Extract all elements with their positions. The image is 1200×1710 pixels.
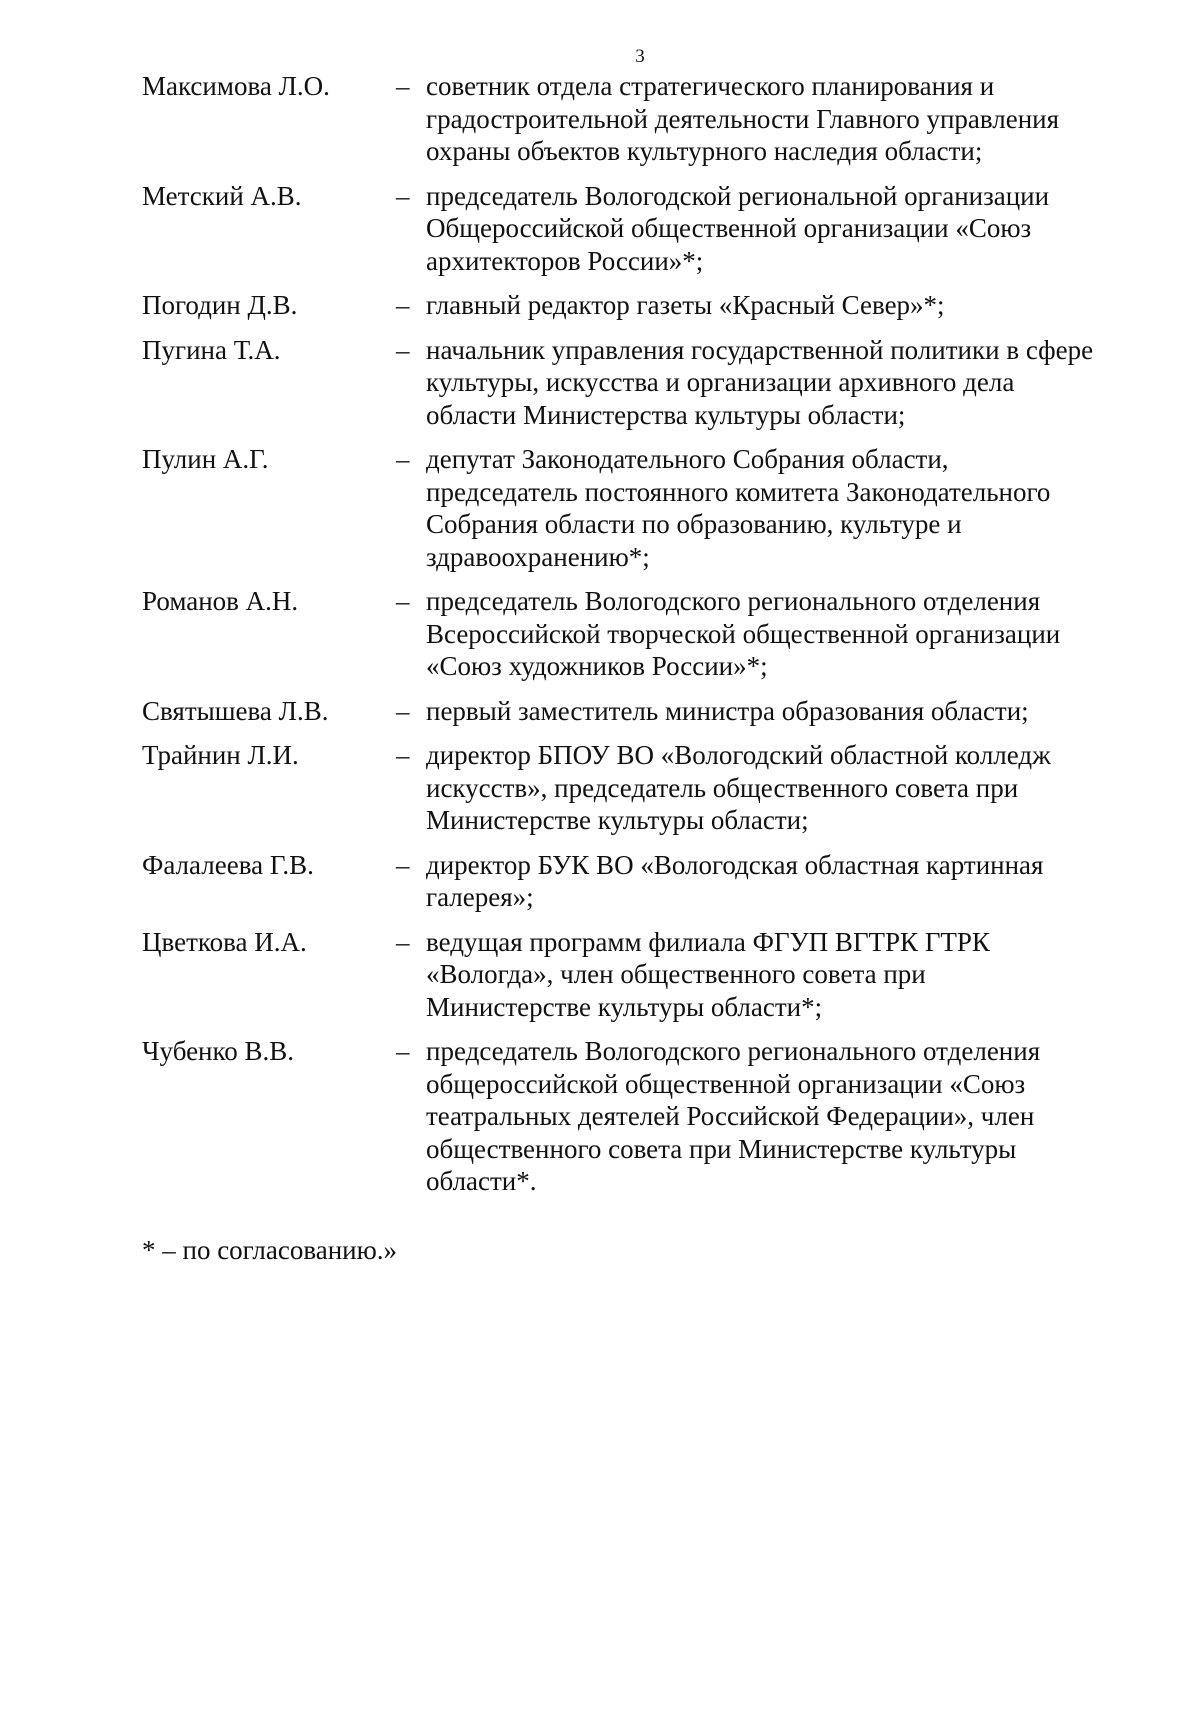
member-role: председатель Вологодского регионального отделения Всероссийской творческой общественной организации «Союз художников России»*; bbox=[426, 586, 1061, 681]
member-entry bbox=[142, 695, 1152, 728]
member-role: директор БПОУ ВО «Вологодский областной колледж искусств», председатель общественного совета при Министерстве культуры области; bbox=[426, 740, 1051, 835]
member-dash: – bbox=[396, 586, 410, 616]
member-dash: – bbox=[396, 180, 410, 211]
page-number: 3 bbox=[635, 46, 645, 67]
member-entry bbox=[142, 739, 1152, 837]
member-dash: – bbox=[396, 695, 410, 726]
member-role: председатель Вологодского регионального отделения общероссийской общественной организации «Союз театральных деятелей Российской Федерации», член общественного совета при Министерстве культуры области*. bbox=[426, 1036, 1041, 1196]
member-entry bbox=[142, 585, 1152, 683]
member-entry bbox=[142, 1035, 1152, 1198]
member-dash: – bbox=[396, 71, 410, 101]
member-name: Максимова Л.О. bbox=[142, 71, 330, 101]
member-role: председатель Вологодской региональной организации Общероссийской общественной организации «Союз архитекторов России»*; bbox=[426, 180, 1050, 276]
member-name: Пулин А.Г. bbox=[142, 444, 269, 474]
member-dash: – bbox=[396, 926, 410, 957]
member-list bbox=[142, 70, 1152, 1210]
member-entry bbox=[142, 443, 1152, 573]
member-name: Святышева Л.В. bbox=[142, 695, 329, 726]
member-dash: – bbox=[396, 444, 410, 474]
member-role: советник отдела стратегического планирования и градостроительной деятельности Главного управления охраны объектов культурного наследия области; bbox=[426, 71, 1060, 166]
member-entry bbox=[142, 180, 1152, 278]
member-role: начальник управления государственной политики в сфере культуры, искусства и организации архивного дела области Министерства культуры области; bbox=[426, 334, 1094, 430]
member-dash: – bbox=[396, 334, 410, 365]
member-entry bbox=[142, 926, 1152, 1024]
member-role: главный редактор газеты «Красный Север»*; bbox=[426, 290, 945, 320]
member-dash: – bbox=[396, 849, 410, 880]
member-name: Чубенко В.В. bbox=[142, 1036, 295, 1066]
member-role: директор БУК ВО «Вологодская областная картинная галерея»; bbox=[426, 849, 1044, 912]
member-entry bbox=[142, 289, 1152, 322]
member-role: депутат Законодательного Собрания области, председатель постоянного комитета Законодательного Собрания области по образованию, культуре и здравоохранению*; bbox=[426, 444, 1051, 572]
member-entry bbox=[142, 70, 1152, 168]
member-name: Пугина Т.А. bbox=[142, 334, 281, 365]
member-entry bbox=[142, 334, 1152, 432]
member-name: Фалалеева Г.В. bbox=[142, 849, 314, 880]
member-role: первый заместитель министра образования области; bbox=[426, 695, 1029, 726]
member-name: Метский А.В. bbox=[142, 180, 302, 211]
member-role: ведущая программ филиала ФГУП ВГТРК ГТРК «Вологда», член общественного совета при Министерстве культуры области*; bbox=[426, 926, 990, 1022]
member-dash: – bbox=[396, 290, 410, 320]
footnote: * – по согласованию.» bbox=[142, 1235, 398, 1265]
member-entry bbox=[142, 849, 1152, 914]
member-name: Погодин Д.В. bbox=[142, 290, 298, 320]
member-name: Романов А.Н. bbox=[142, 586, 299, 616]
member-name: Цветкова И.А. bbox=[142, 926, 307, 957]
member-dash: – bbox=[396, 740, 410, 770]
member-name: Трайнин Л.И. bbox=[142, 740, 299, 770]
member-dash: – bbox=[396, 1036, 410, 1066]
